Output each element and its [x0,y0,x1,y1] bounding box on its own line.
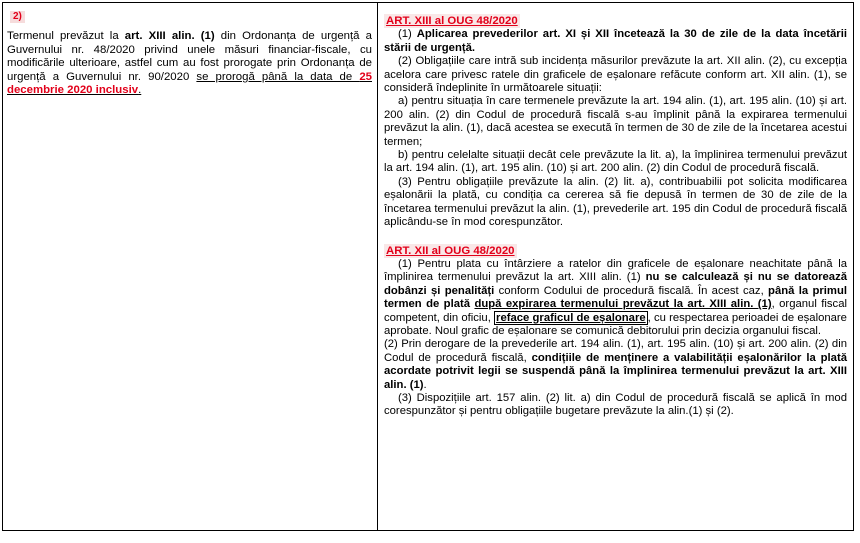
amendment-text [7,30,372,98]
amendment-part1: Termenul prevăzut la [7,30,125,42]
art12-p2-c: . [423,378,427,391]
table-row [3,3,854,531]
art12-paragraph-2 [384,338,847,392]
art12-p1-g: reface graficul de eșalonare [496,311,646,324]
art12-p1-a: (1) Pentru plata cu întârziere a ratelor din graficele de eșalonare neachitate până la împlinirea termenului prevăzut la art. XIII alin. (1) [384,257,847,284]
art13-paragraph-3: (3) Pentru obligațiile prevăzute la alin. (2) lit. a), contribuabilii pot solicita modificarea eșalonării la plată, cu condiția ca cererea să fie depusă în termen de 30 de zile de la încetarea termenului prevăzut la alin. (1), prevederile art. 195 din Codul de procedură fiscală aplicându-se în mod corespunzător. [384,175,847,229]
art13-paragraph-b: b) pentru celelalte situații decât cele prevăzute la lit. a), la împlinirea termenului prevăzut la art. 194 alin. (1), art. 195 alin. (10) și art. 200 alin. (2) din Codul de procedură fiscală. [384,149,847,175]
amendment-date: 25 decembrie 2020 inclusiv [7,70,372,97]
art12-p1-e: după expirarea termenului prevăzut la art. XIII alin. (1) [474,298,772,311]
amendment-prorogation: se prorogă până la data de [196,70,360,83]
amendment-end: . [138,84,142,97]
art13-paragraph-1 [384,28,847,55]
art12-p1-b: nu se calculează și nu se datorează dobânzi și penalități [384,271,848,297]
comparison-table [2,2,854,531]
art13-heading: ART. XIII al OUG 48/2020 [386,15,518,27]
art13-paragraph-2: (2) Obligațiile care intră sub incidența măsurilor prevăzute la art. XII alin. (2), cu excepția acelora care privesc ratele din graficele de eșalonare refăcute conform art. XII alin. (1), se consideră îndeplinite în următoarele situații: [384,55,847,95]
amendment-part2: din Ordonanța de urgență a Guvernului nr. 48/2020 privind unele măsuri financiar-fiscale, cu modificările ulterioare, astfel cum au fost prorogate prin Ordonanța de urgență a Guvernului nr. 90/2020 [7,30,372,83]
art13-paragraph-a: a) pentru situația în care termenele prevăzute la art. 194 alin. (1), art. 195 alin. (10) și art. 200 alin. (2) din Codul de procedură fiscală s-au împlinit până la expirarea termenului prevăzut la alin. (1), dacă acestea se execută în termen de 30 de zile de la încetarea acestui termen; [384,95,847,148]
art12-p1-d: până la primul termen de plată [384,284,847,311]
section-gap [384,230,847,244]
art12-heading: ART. XII al OUG 48/2020 [386,244,515,257]
art12-paragraph-1 [384,258,847,338]
art13-p1-bold: Aplicarea prevederilor art. XI și XII încetează la 30 de zile de la data încetării stării de urgență. [384,28,847,54]
amendment-article-ref: art. XIII alin. (1) [124,30,215,42]
art12-p1-c: conform Codului de procedură fiscală. În acest caz, [494,284,769,297]
row-number: 2) [10,11,25,23]
art13-p1-prefix: (1) [398,28,417,41]
right-cell [378,3,854,531]
left-cell [3,3,378,531]
art12-p1-h: , cu respectarea perioadei de eșalonare aprobate. Noul grafic de eșalonare se comunică debitorului prin decizia organului fiscal. [384,311,847,337]
art12-paragraph-3: (3) Dispozițiile art. 157 alin. (2) lit. a) din Codul de procedură fiscală se aplică în mod corespunzător și pentru obligațiile bugetare prevăzute la alin.(1) și (2). [384,391,847,418]
art12-p1-f: , organul fiscal competent, din oficiu, [384,298,847,324]
art12-p2-a: (2) Prin derogare de la prevederile art. 194 alin. (1), art. 195 alin. (10) și art. 200 alin. (2) din Codul de procedură fiscală, [384,338,847,364]
art12-p2-b: condițiile de menținere a valabilității eșalonărilor la plată acordate potrivit legii se suspendă până la împlinirea termenului prevăzut la art. XIII alin. (1) [384,351,847,391]
